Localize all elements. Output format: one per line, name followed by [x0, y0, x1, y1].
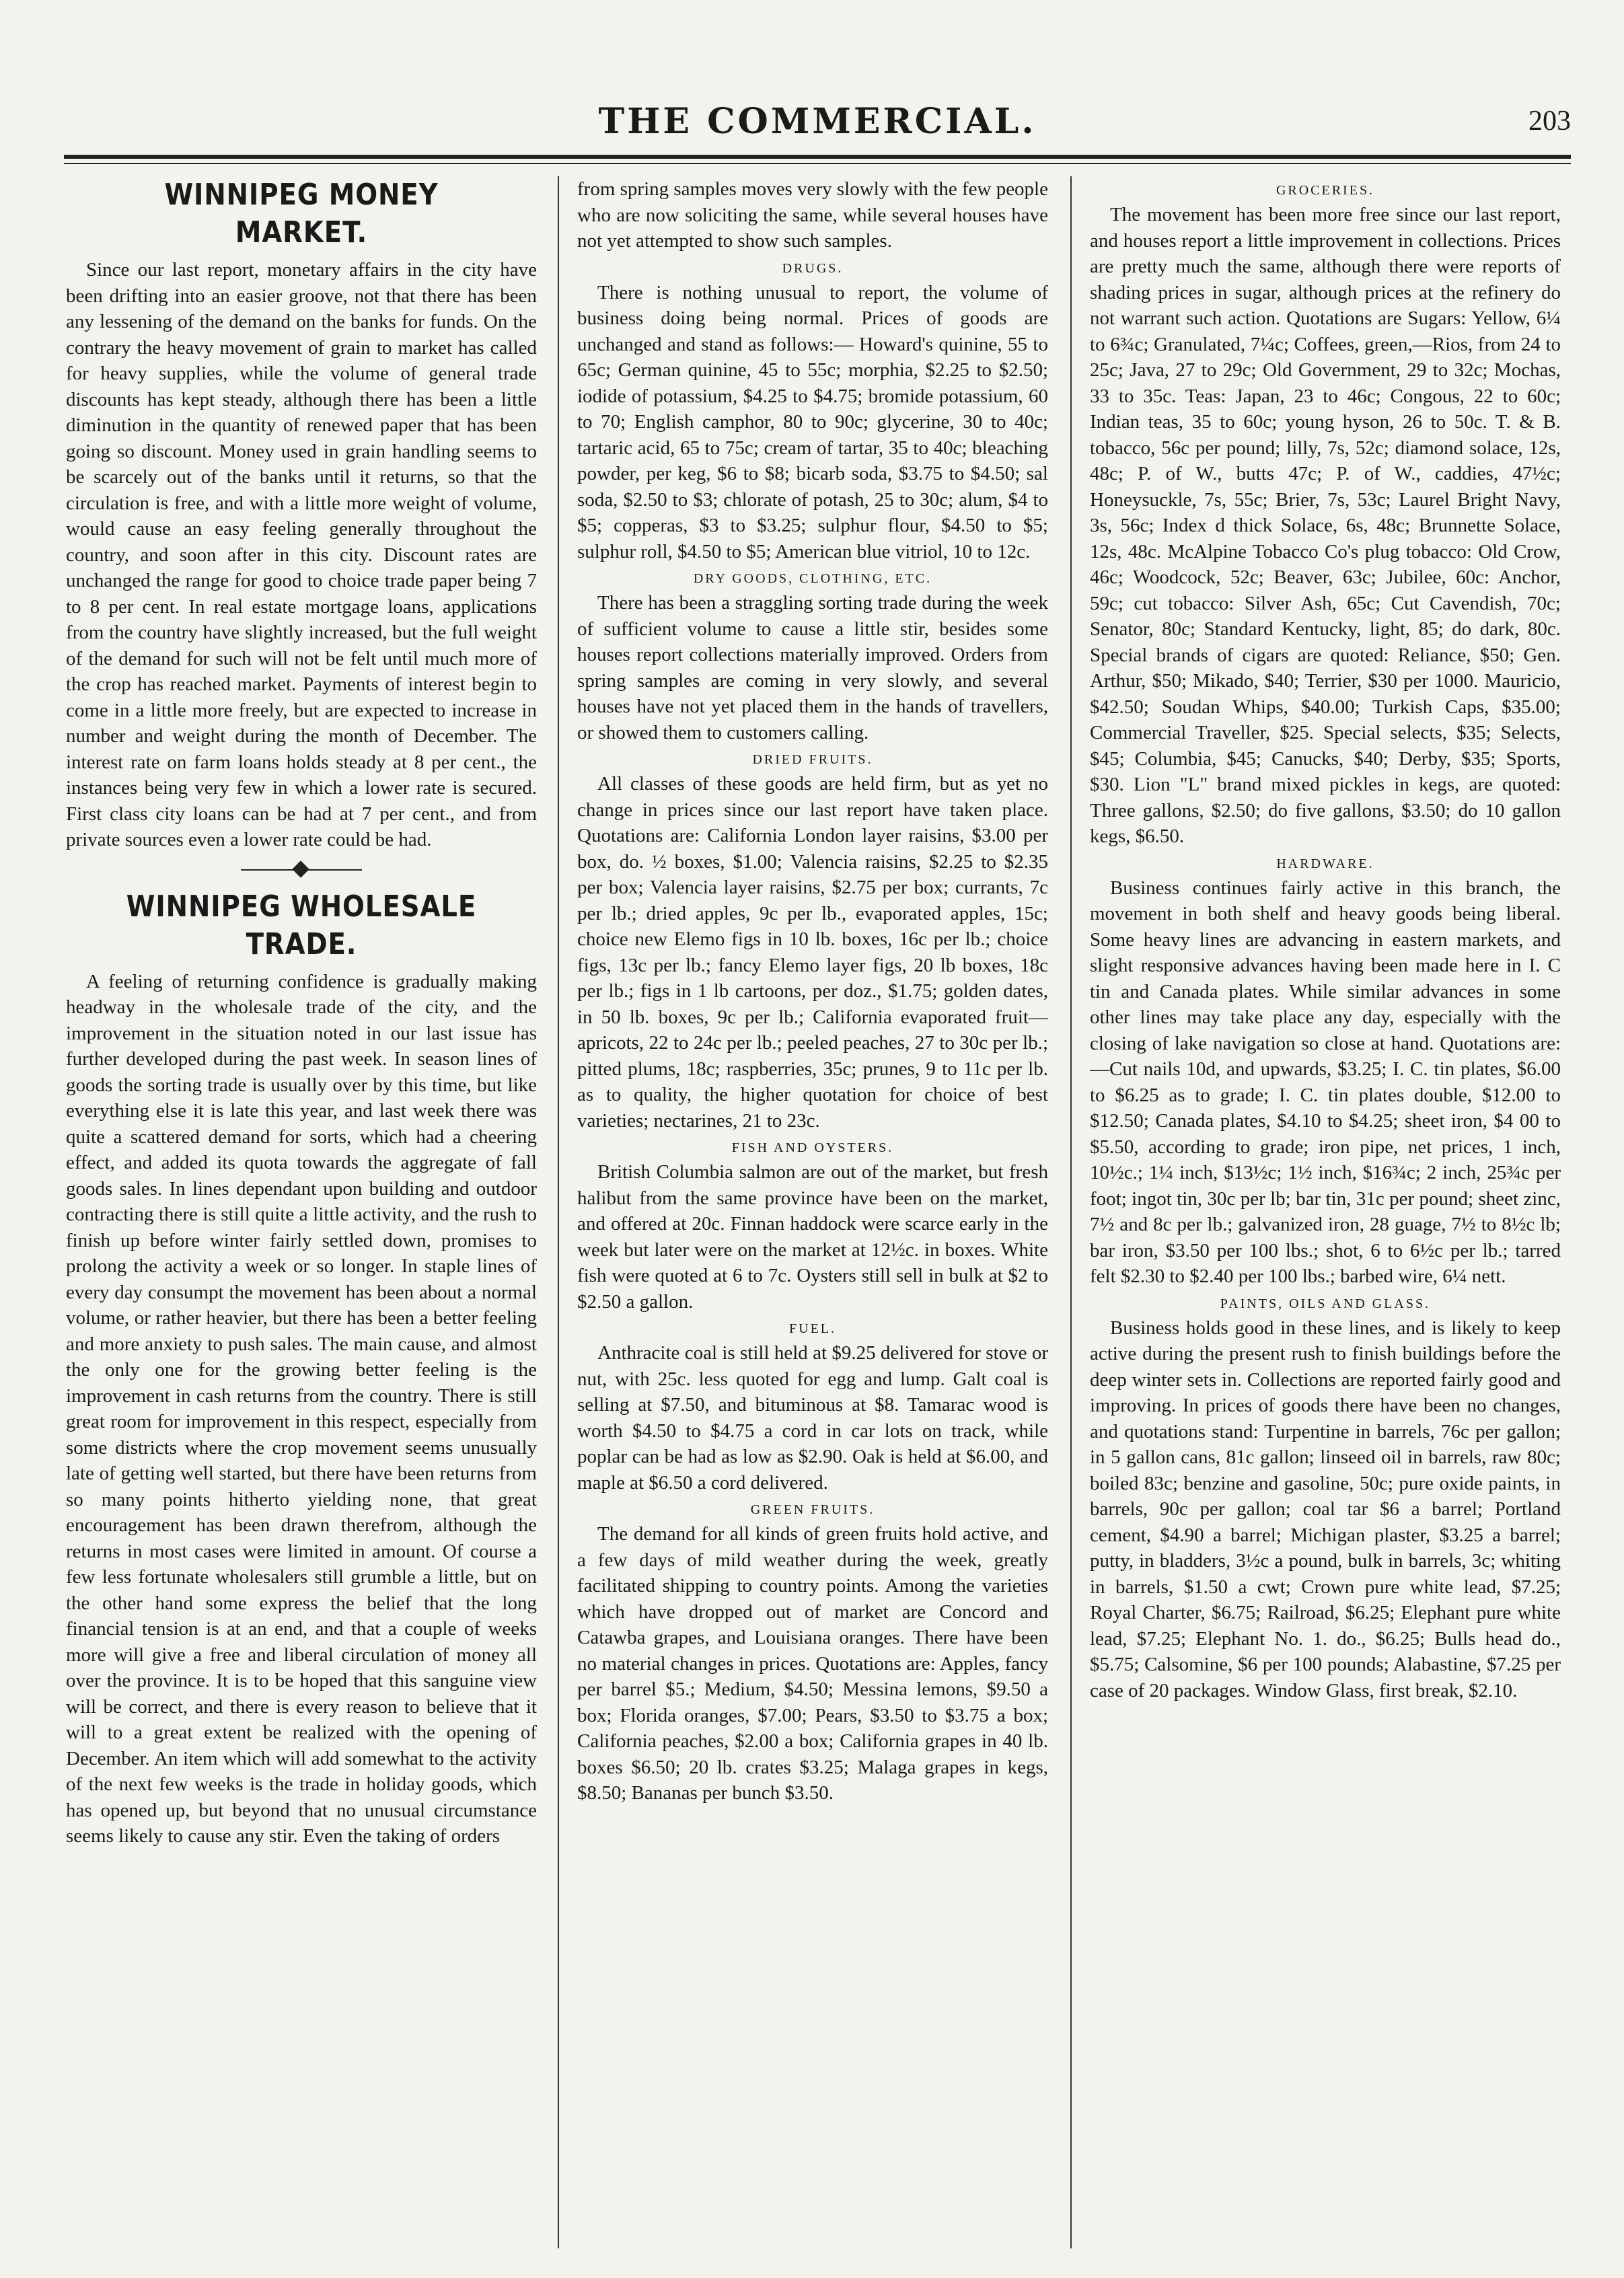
section-heading: GROCERIES.: [1276, 183, 1375, 198]
column-2: [577, 176, 1048, 2248]
section-heading: FUEL.: [789, 1321, 836, 1336]
article-paragraph: A feeling of returning confidence is gradually making headway in the wholesale trade of the city, and the improvement in the situation noted in our last issue has further developed during the past week. In season lines of goods the sorting trade is usually over by this time, but like everything else it is late this year, and last week there was quite a scattered demand for sorts, which had a cheering effect, and added its quota towards the aggregate of fall goods sales. In lines dependant upon building and outdoor contracting there is still quite a little activity, and the rush to finish up before winter fairly settled down, promises to prolong the activity a week or so longer. In staple lines of every day consumpt the movement has been about a normal volume, or rather heavier, but there has been a better feeling and more anxiety to push sales. The main cause, and almost the only one for the growing better feeling is the improvement in cash returns from the country. There is still great room for improvement in this respect, especially from some districts where the crop movement seems unusually late of getting well started, but there have been returns from so many points hitherto yielding none, that great encouragement has been drawn therefrom, although the returns in most cases were limited in amount. Of course a few less fortunate wholesalers still grumble a little, but on the other hand some express the belief that the long financial tension is at an end, and that a couple of weeks more will give a free and liberal circulation of money all over the province. It is to be hoped that this sanguine view will be correct, and there is every reason to believe that it will to a great extent be realized with the opening of December. An item which will add somewhat to the activity of the next few weeks is the trade in holiday goods, which has opened up, but beyond that no unusual circumstance seems likely to cause any stir. Even the taking of orders: [66, 970, 537, 1847]
header-rule: [64, 155, 1571, 164]
article-heading: WINNIPEG MONEY MARKET.: [164, 178, 439, 250]
section-text: There is nothing unusual to report, the volume of business doing being normal. Prices of goods are unchanged and stand as follows:— Howard's quinine, 55 to 65c; German quinine, 45 to 55c; morphia, $2.25 to $2.50; iodide of potassium, $4.25 to $4.75; bromide potassium, 60 to 70; English camphor, 80 to 90c; glycerine, 30 to 40c; tartaric acid, 65 to 75c; cream of tartar, 35 to 40c; bleaching powder, per keg, $6 to $8; bicarb soda, $3.75 to $4.50; sal soda, $2.50 to $3; chlorate of potash, 25 to 30c; alum, $4 to $5; copperas, $3 to $3.25; sulphur flour, $4.50 to $5; sulphur roll, $4.50 to $5; American blue vitriol, 10 to 12c.: [577, 281, 1048, 562]
section-heading: FISH AND OYSTERS.: [731, 1140, 894, 1155]
section-text: British Columbia salmon are out of the market, but fresh halibut from the same province have been on the market, and offered at 20c. Finnan haddock were scarce early in the week but later were on the market at 12½c. in boxes. White fish were quoted at 6 to 7c. Oysters still sell in bulk at $2 to $2.50 a gallon.: [577, 1161, 1048, 1313]
masthead: [64, 101, 1571, 148]
article-paragraph: Since our last report, monetary affairs in the city have been drifting into an easier groove, not that there has been any lessening of the demand on the banks for funds. On the contrary the heavy movement of grain to market has called for heavy supplies, while the volume of general trade discounts has kept steady, although there has been a little diminution in the quantity of renewed paper that has been going so discount. Money used in grain handling seems to be scarcely out of the banks until it returns, so that the circulation is free, and with a little more weight of volume, would cause an easy feeling generally throughout the country, and soon after in this city. Discount rates are unchanged the range for good to choice trade paper being 7 to 8 per cent. In real estate mortgage loans, applications from the country have slightly increased, but the full weight of the demand for such will not be felt until much more of the crop has reached market. Payments of interest begin to come in a little more freely, but are expected to increase in number and weight during the month of December. The interest rate on farm loans holds steady at 8 per cent., the instances being very few in which a lower rate is secured. First class city loans can be had at 7 per cent., and from private sources even a lower rate could be had.: [66, 259, 537, 850]
section-text: The movement has been more free since our last report, and houses report a little improvement in collections. Prices are pretty much the same, although there were reports of shading prices in sugar, although prices at the refinery do not warrant such action. Quotations are Sugars: Yellow, 6¼ to 6¾c; Granulated, 7¼c; Coffees, green,—Rios, from 24 to 25c; Java, 27 to 29c; Old Government, 29 to 32c; Mochas, 33 to 35c. Teas: Japan, 23 to 46c; Congous, 22 to 60c; Indian teas, 35 to 60c; young hyson, 26 to 50c. T. & B. tobacco, 56c per pound; lilly, 7s, 52c; diamond solace, 12s, 48c; P. of W., butts 47c; P. of W., caddies, 47½c; Honeysuckle, 7s, 55c; Brier, 7s, 53c; Laurel Bright Navy, 3s, 56c; Index d thick Solace, 6s, 48c; Brunnette Solace, 12s, 48c. McAlpine Tobacco Co's plug tobacco: Old Crow, 46c; Woodcock, 52c; Beaver, 63c; Jubilee, 60c: Anchor, 59c; cut tobacco: Silver Ash, 65c; Cut Cavendish, 70c; Senator, 80c; Standard Kentucky, light, 85; do dark, 80c. Special brands of cigars are quoted: Reliance, $50; Gen. Arthur, $50; Mikado, $40; Terrier, $30 per 1000. Mauricio, $42.50; Soudan Whips, $40.00; Turkish Caps, $35.00; Commercial Traveller, $25. Special selects, $35; Selects, $45; Columbia, $45; Canucks, $40; Derby, $35; Sports, $30. Lion "L" brand mixed pickles in kegs, are quoted: Three gallons, $2.50; do five gallons, $3.50; do 10 gallon kegs, $6.50.: [1090, 204, 1561, 847]
section-text: Business continues fairly active in this branch, the movement in both shelf and heavy goods being liberal. Some heavy lines are advancing in eastern markets, and slight responsive advances having been made here in I. C tin and Canada plates. While similar advances in some other lines may take place any day, especially with the closing of lake navigation so close at hand. Quotations are:—Cut nails 10d, and upwards, $3.25; I. C. tin plates, $6.00 to $6.25 as to grade; I. C. tin plates double, $12.00 to $12.50; Canada plates, $4.10 to $4.25; sheet iron, $4 00 to $5.50, according to grade; iron pipe, net prices, 1 inch, 10½c.; 1¼ inch, $13½c; 1½ inch, $16¾c; 2 inch, 25¾c per foot; ingot tin, 30c per lb; bar tin, 31c per pound; sheet zinc, 7½ and 8c per lb.; galvanized iron, 28 guage, 7½ to 8½c lb; bar iron, $3.50 per 100 lbs.; shot, 6 to 6½c per lb.; tarred felt $2.30 to $2.40 per 100 lbs.; barbed wire, 6¼ nett.: [1090, 877, 1561, 1287]
section-heading: DRUGS.: [782, 260, 844, 276]
section-heading: DRY GOODS, CLOTHING, ETC.: [693, 571, 932, 586]
section-text: The demand for all kinds of green fruits hold active, and a few days of mild weather during the week, greatly facilitated shipping to country points. Among the varieties which have dropped out of market are Concord and Catawba grapes, and Louisiana oranges. There have been no material changes in prices. Quotations are: Apples, fancy per barrel $5.; Medium, $4.50; Messina lemons, $9.50 a box; Florida oranges, $7.00; Pears, $3.50 to $3.75 a box; California peaches, $2.00 a box; California grapes in 40 lb. boxes $6.50; 20 lb. crates $3.25; Malaga grapes in kegs, $8.50; Bananas per bunch $3.50.: [577, 1523, 1048, 1804]
column-3: [1090, 176, 1561, 2248]
section-text: Anthracite coal is still held at $9.25 delivered for stove or nut, with 25c. less quoted for egg and lump. Galt coal is selling at $7.50, and bituminous at $8. Tamarac wood is worth $4.50 to $4.75 a cord in car lots on track, while poplar can be had as low as $2.90. Oak is held at $6.00, and maple at $6.50 a cord delivered.: [577, 1342, 1048, 1494]
section-text: Business holds good in these lines, and is likely to keep active during the present rush to finish buildings before the deep winter sets in. Collections are reported fairly good and improving. In prices of goods there have been no changes, and quotations stand: Turpentine in barrels, 76c per gallon; in 5 gallon cans, 81c gallon; linseed oil in barrels, raw 80c; boiled 83c; benzine and gasoline, 50c; pure oxide paints, in barrels, 90c per gallon; coal tar $6 a barrel; Portland cement, $4.90 a barrel; Michigan plaster, $3.25 a barrel; putty, in bladders, 3½c a pound, bulk in barrels, 3c; whiting in barrels, $1.50 a cwt; Crown pure white lead, $7.25; Royal Charter, $6.75; Railroad, $6.25; Elephant pure white lead, $7.25; Elephant No. 1. do., $6.25; Bulls head do., $5.75; Calsomine, $6 per 100 pounds; Alabastine, $7.25 per case of 20 packages. Window Glass, first break, $2.10.: [1090, 1317, 1561, 1701]
publication-title: THE COMMERCIAL.: [598, 101, 1037, 142]
page-number: 203: [1528, 106, 1571, 137]
section-text: All classes of these goods are held firm, but as yet no change in prices since our last report have taken place. Quotations are: California London layer raisins, $3.00 per box, do. ½ boxes, $1.00; Valencia raisins, $2.25 to $2.35 per box; Valencia layer raisins, $2.75 per box; currants, 7c per lb.; dried apples, 9c per lb., evaporated apples, 15c; choice new Elemo figs in 10 lb. boxes, 16c per lb.; choice figs, 13c per lb.; fancy Elemo layer figs, 20 lb boxes, 18c per lb.; figs in 1 lb cartoons, per doz., $1.75; golden dates, in 50 lb. boxes, 9c per lb.; California evaporated fruit—apricots, 22 to 24c per lb.; peeled peaches, 27 to 30c per lb.; pitted plums, 18c; raspberries, 35c; prunes, 9 to 11c per lb. as to quality, the higher quotation for choice of best varieties; nectarines, 21 to 23c.: [577, 773, 1048, 1132]
column-divider: [558, 176, 559, 2248]
article-paragraph: from spring samples moves very slowly with the few people who are now soliciting the same, while several houses have not yet attempted to show such samples.: [577, 178, 1048, 252]
column-divider: [1070, 176, 1072, 2248]
section-heading: GREEN FRUITS.: [750, 1502, 875, 1517]
section-divider: [66, 860, 537, 880]
section-heading: HARDWARE.: [1276, 856, 1374, 871]
column-1: [66, 176, 537, 2248]
article-heading: WINNIPEG WHOLESALE TRADE.: [126, 889, 477, 961]
divider-ornament: [292, 860, 309, 877]
section-heading: PAINTS, OILS AND GLASS.: [1220, 1296, 1431, 1311]
section-heading: DRIED FRUITS.: [752, 752, 873, 767]
section-text: There has been a straggling sorting trade during the week of sufficient volume to cause a little stir, besides some houses report collections materially improved. Orders from spring samples are coming in very slowly, and several houses have not yet placed them in the hands of travellers, or showed them to customers calling.: [577, 592, 1048, 743]
